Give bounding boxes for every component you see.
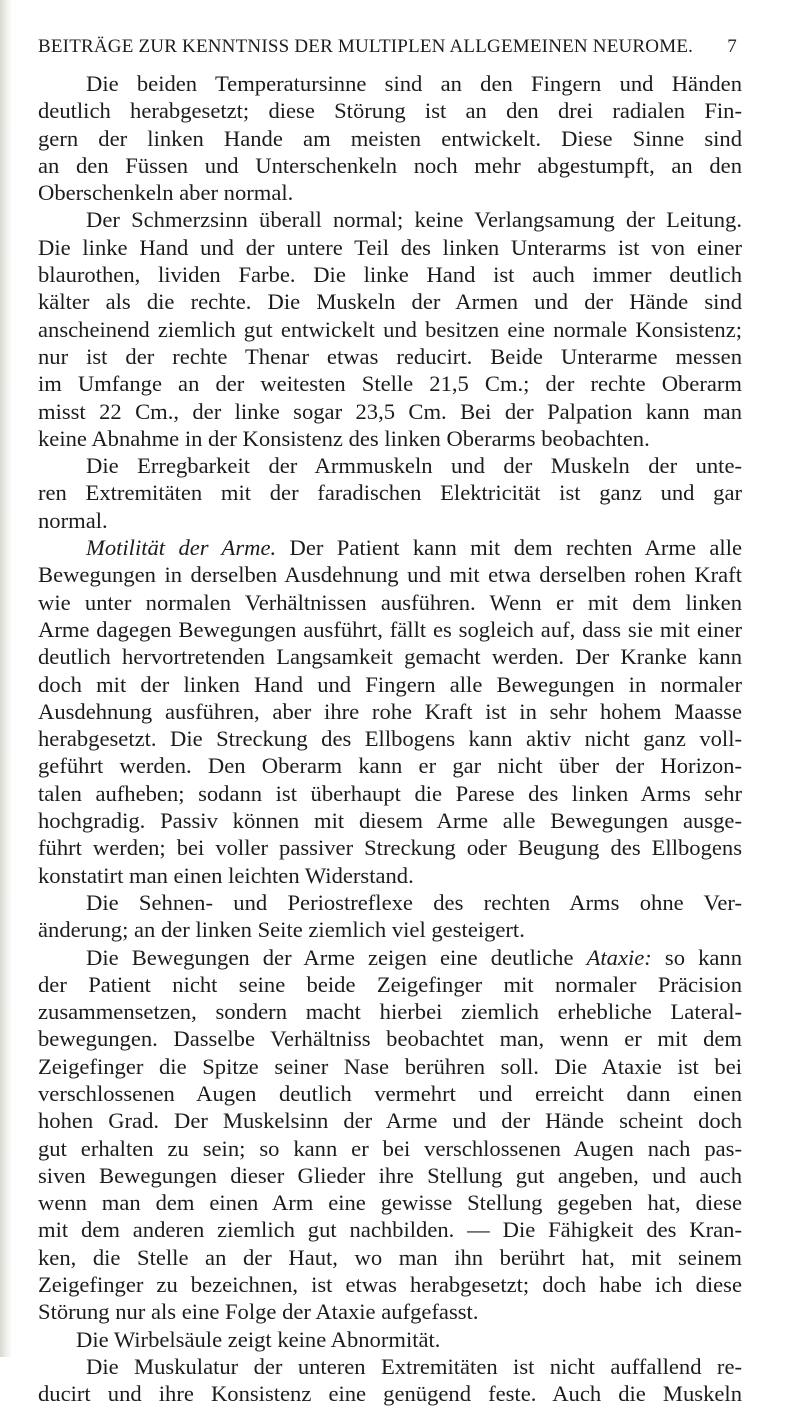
text-line: änderung; an der linken Seite ziemlich viel gesteigert. bbox=[38, 917, 525, 943]
text-line: Bewegungen in derselben Ausdehnung und mit etwa derselben rohen Kraft bbox=[38, 562, 742, 588]
text-line: talen aufheben; sodann ist überhaupt die Parese des linken Arms sehr bbox=[38, 780, 742, 806]
text-line: Die Bewegungen der Arme zeigen eine deutliche Ataxie: so kann bbox=[86, 944, 742, 970]
text-line: gut erhalten zu sein; so kann er bei verschlossenen Augen nach pas- bbox=[38, 1135, 742, 1161]
text-line: Zeigefinger zu bezeichnen, ist etwas herabgesetzt; doch habe ich diese bbox=[38, 1272, 742, 1298]
text-line: siven Bewegungen dieser Glieder ihre Stellung gut angeben, und auch bbox=[38, 1162, 742, 1188]
text-line: Der Schmerzsinn überall normal; keine Verlangsamung der Leitung. bbox=[86, 207, 742, 233]
running-header bbox=[38, 36, 737, 58]
text-line: Die linke Hand und der untere Teil des linken Unterarms ist von einer bbox=[38, 234, 742, 260]
text-line: hochgradig. Passiv können mit diesem Arme alle Bewegungen ausge- bbox=[38, 808, 742, 834]
text-line: deutlich hervortretenden Langsamkeit gemacht werden. Der Kranke kann bbox=[38, 644, 742, 670]
text-line: Arme dagegen Bewegungen ausführt, fällt es sogleich auf, dass sie mit einer bbox=[38, 616, 742, 642]
text-line: an den Füssen und Unterschenkeln noch mehr abgestumpft, an den bbox=[38, 152, 742, 178]
text-line: blaurothen, lividen Farbe. Die linke Hand ist auch immer deutlich bbox=[38, 262, 742, 288]
text-line: anscheinend ziemlich gut entwickelt und besitzen eine normale Konsistenz; bbox=[38, 316, 742, 342]
text-line: nur ist der rechte Thenar etwas reducirt. Beide Unterarme messen bbox=[38, 343, 742, 369]
body-text bbox=[38, 70, 742, 1408]
text-line: Die Erregbarkeit der Armmuskeln und der Muskeln der unte- bbox=[86, 453, 742, 479]
text-line: Motilität der Arme. Der Patient kann mit dem rechten Arme alle bbox=[86, 535, 743, 561]
text-line: gern der linken Hande am meisten entwickelt. Diese Sinne sind bbox=[38, 125, 742, 151]
text-line: Ausdehnung ausführen, aber ihre rohe Kraft ist in sehr hohem Maasse bbox=[38, 698, 742, 724]
text-line: ren Extremitäten mit der faradischen Elektricität ist ganz und gar bbox=[38, 480, 742, 506]
text-line: hohen Grad. Der Muskelsinn der Arme und der Hände scheint doch bbox=[38, 1108, 742, 1134]
text-line: normal. bbox=[38, 507, 108, 533]
text-line: der Patient nicht seine beide Zeigefinger mit normaler Präcision bbox=[38, 971, 742, 997]
text-line: keine Abnahme in der Konsistenz des linken Oberarms beobachten. bbox=[38, 425, 650, 451]
text-line: Zeigefinger die Spitze seiner Nase berühren soll. Die Ataxie ist bei bbox=[38, 1053, 742, 1079]
text-line: Die Sehnen- und Periostreflexe des rechten Arms ohne Ver- bbox=[86, 889, 742, 915]
running-title: BEITRÄGE ZUR KENNTNISS DER MULTIPLEN ALLGEMEINEN NEUROME. bbox=[38, 36, 694, 57]
italic-term: Motilität der Arme. bbox=[86, 535, 277, 561]
text-line: führt werden; bei voller passiver Streckung oder Beugung des Ellbogens bbox=[38, 835, 742, 861]
text-line: deutlich herabgesetzt; diese Störung ist an den drei radialen Fin- bbox=[38, 98, 742, 124]
text-line: ducirt und ihre Konsistenz eine genügend feste. Auch die Muskeln bbox=[38, 1381, 742, 1407]
text-line: misst 22 Cm., der linke sogar 23,5 Cm. Bei der Palpation kann man bbox=[38, 398, 742, 424]
text-line: doch mit der linken Hand und Fingern alle Bewegungen in normaler bbox=[38, 671, 742, 697]
text-line: ken, die Stelle an der Haut, wo man ihn berührt hat, mit seinem bbox=[38, 1244, 742, 1270]
italic-term: Ataxie: bbox=[586, 944, 652, 970]
text-line: wie unter normalen Verhältnissen ausführen. Wenn er mit dem linken bbox=[38, 589, 742, 615]
text-line: konstatirt man einen leichten Widerstand. bbox=[38, 862, 414, 888]
text-line: geführt werden. Den Oberarm kann er gar nicht über der Horizon- bbox=[38, 753, 742, 779]
text-line: Störung nur als eine Folge der Ataxie aufgefasst. bbox=[38, 1299, 479, 1325]
text-line: zusammensetzen, sondern macht hierbei ziemlich erhebliche Lateral- bbox=[38, 999, 742, 1025]
text-line: herabgesetzt. Die Streckung des Ellbogens kann aktiv nicht ganz voll- bbox=[38, 726, 742, 752]
page-binding-edge bbox=[0, 0, 12, 1357]
text-line: im Umfange an der weitesten Stelle 21,5 Cm.; der rechte Oberarm bbox=[38, 371, 742, 397]
text-line: Die beiden Temperatursinne sind an den Fingern und Händen bbox=[86, 71, 742, 96]
text-line: Oberschenkeln aber normal. bbox=[38, 180, 294, 206]
text-line: Die Muskulatur der unteren Extremitäten ist nicht auffallend re- bbox=[86, 1353, 742, 1379]
text-line: Die Wirbelsäule zeigt keine Abnormität. bbox=[76, 1326, 441, 1352]
text-line: wenn man dem einen Arm eine gewisse Stellung gegeben hat, diese bbox=[38, 1190, 742, 1216]
page-number: 7 bbox=[727, 36, 737, 57]
text-line: kälter als die rechte. Die Muskeln der Armen und der Hände sind bbox=[38, 289, 742, 315]
text-line: mit dem anderen ziemlich gut nachbilden. — Die Fähigkeit des Kran- bbox=[38, 1217, 742, 1243]
text-line: bewegungen. Dasselbe Verhältniss beobachtet man, wenn er mit dem bbox=[38, 1026, 742, 1052]
text-line: verschlossenen Augen deutlich vermehrt und erreicht dann einen bbox=[38, 1080, 742, 1106]
